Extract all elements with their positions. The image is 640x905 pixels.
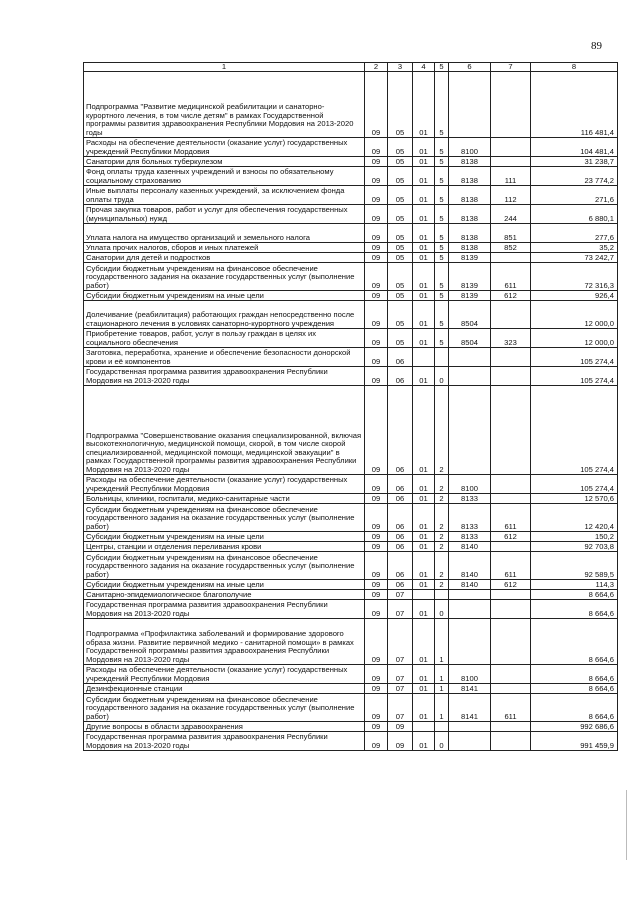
row-description: Уплата налога на имущество организаций и земельного налога — [84, 224, 365, 243]
row-description: Субсидии бюджетным учреждениям на финансовое обеспечение государственного задания на оказание государственных услуг (выполнение работ) — [84, 552, 365, 580]
code-cell-c6: 8140 — [449, 552, 491, 580]
row-description: Санатории для детей и подростков — [84, 253, 365, 263]
table-row — [84, 253, 618, 263]
code-cell-c5: 1 — [435, 684, 449, 694]
table-row — [84, 72, 618, 138]
code-cell-c2: 09 — [365, 494, 388, 504]
row-description: Государственная программа развития здравоохранения Республики Мордовия на 2013-2020 годы — [84, 732, 365, 751]
code-cell-c6: 8133 — [449, 504, 491, 532]
row-description: Заготовка, переработка, хранение и обеспечение безопасности донорской крови и её компонентов — [84, 348, 365, 367]
code-cell-c6: 8138 — [449, 157, 491, 167]
amount-cell: 105 274,4 — [531, 386, 618, 475]
column-header: 5 — [435, 63, 449, 72]
amount-cell: 926,4 — [531, 291, 618, 301]
code-cell-c7: 244 — [491, 205, 531, 224]
code-cell-c5: 0 — [435, 600, 449, 619]
code-cell-c6: 8139 — [449, 263, 491, 291]
code-cell-c5: 1 — [435, 619, 449, 665]
code-cell-c5: 0 — [435, 732, 449, 751]
code-cell-c2: 09 — [365, 138, 388, 157]
row-description: Санитарно-эпидемиологическое благополучие — [84, 590, 365, 600]
code-cell-c6: 8100 — [449, 475, 491, 494]
table-row — [84, 263, 618, 291]
row-description: Субсидии бюджетным учреждениям на иные цели — [84, 291, 365, 301]
code-cell-c4: 01 — [413, 243, 435, 253]
table-row — [84, 694, 618, 722]
code-cell-c5: 5 — [435, 263, 449, 291]
code-cell-c7 — [491, 590, 531, 600]
row-description: Центры, станции и отделения переливания крови — [84, 542, 365, 552]
row-description: Подпрограмма "Совершенствование оказания специализированной, включая высокотехнологичную, медицинской помощи, скорой, в том числе скорой специализированной, медицинской помощи, медицинской эвакуации" в рамках Государственной программы развития здравоохранения Республики Мордовия на 2013-2020 годы — [84, 386, 365, 475]
table-row — [84, 732, 618, 751]
code-cell-c2: 09 — [365, 542, 388, 552]
row-description: Приобретение товаров, работ, услуг в пользу граждан в целях их социального обеспечения — [84, 329, 365, 348]
code-cell-c6 — [449, 386, 491, 475]
code-cell-c2: 09 — [365, 722, 388, 732]
code-cell-c6: 8140 — [449, 580, 491, 590]
code-cell-c5: 2 — [435, 580, 449, 590]
code-cell-c6: 8140 — [449, 542, 491, 552]
code-cell-c4: 01 — [413, 72, 435, 138]
column-header: 6 — [449, 63, 491, 72]
code-cell-c5: 0 — [435, 367, 449, 386]
code-cell-c3: 06 — [388, 348, 413, 367]
code-cell-c2: 09 — [365, 590, 388, 600]
code-cell-c7 — [491, 542, 531, 552]
code-cell-c2: 09 — [365, 532, 388, 542]
table-row — [84, 590, 618, 600]
code-cell-c3: 06 — [388, 494, 413, 504]
code-cell-c6: 8504 — [449, 301, 491, 329]
amount-cell: 116 481,4 — [531, 72, 618, 138]
row-description: Субсидии бюджетным учреждениям на финансовое обеспечение государственного задания на оказание государственных услуг (выполнение работ) — [84, 504, 365, 532]
row-description: Больницы, клиники, госпитали, медико-санитарные части — [84, 494, 365, 504]
code-cell-c2: 09 — [365, 475, 388, 494]
row-description: Подпрограмма "Развитие медицинской реабилитации и санаторно-курортного лечения, в том числе детям" в рамках Государственной программы развития здравоохранения Республики Мордовия на 2013-2020 годы — [84, 72, 365, 138]
code-cell-c6 — [449, 72, 491, 138]
code-cell-c6: 8133 — [449, 532, 491, 542]
code-cell-c3: 05 — [388, 253, 413, 263]
row-description: Дезинфекционные станции — [84, 684, 365, 694]
code-cell-c3: 09 — [388, 732, 413, 751]
code-cell-c5: 2 — [435, 475, 449, 494]
code-cell-c7: 612 — [491, 532, 531, 542]
code-cell-c7 — [491, 600, 531, 619]
amount-cell: 105 274,4 — [531, 475, 618, 494]
code-cell-c7: 112 — [491, 186, 531, 205]
code-cell-c3: 05 — [388, 157, 413, 167]
code-cell-c2: 09 — [365, 386, 388, 475]
code-cell-c5: 5 — [435, 186, 449, 205]
code-cell-c4: 01 — [413, 253, 435, 263]
amount-cell: 992 686,6 — [531, 722, 618, 732]
code-cell-c2: 09 — [365, 157, 388, 167]
row-description: Государственная программа развития здравоохранения Республики Мордовия на 2013-2020 годы — [84, 367, 365, 386]
row-description: Субсидии бюджетным учреждениям на иные цели — [84, 532, 365, 542]
table-row — [84, 301, 618, 329]
code-cell-c6: 8138 — [449, 186, 491, 205]
code-cell-c5: 5 — [435, 157, 449, 167]
code-cell-c6: 8133 — [449, 494, 491, 504]
code-cell-c7: 611 — [491, 694, 531, 722]
table-row — [84, 475, 618, 494]
code-cell-c6 — [449, 722, 491, 732]
code-cell-c7: 612 — [491, 580, 531, 590]
code-cell-c4: 01 — [413, 732, 435, 751]
code-cell-c5: 1 — [435, 694, 449, 722]
code-cell-c3: 05 — [388, 167, 413, 186]
amount-cell: 104 481,4 — [531, 138, 618, 157]
table-row — [84, 186, 618, 205]
column-header: 4 — [413, 63, 435, 72]
header-row — [84, 63, 618, 72]
code-cell-c6: 8504 — [449, 329, 491, 348]
code-cell-c2: 09 — [365, 205, 388, 224]
amount-cell: 8 664,6 — [531, 684, 618, 694]
row-description: Расходы на обеспечение деятельности (оказание услуг) государственных учреждений Республики Мордовия — [84, 475, 365, 494]
table-row — [84, 205, 618, 224]
code-cell-c4: 01 — [413, 329, 435, 348]
row-description: Подпрограмма «Профилактика заболеваний и формирование здорового образа жизни. Развитие первичной медико - санитарной помощи» в рамках Государственной программы развития здравоохранения Республики Мордовия на 2013-2020 годы — [84, 619, 365, 665]
code-cell-c4: 01 — [413, 619, 435, 665]
table-row — [84, 494, 618, 504]
code-cell-c5: 5 — [435, 301, 449, 329]
amount-cell: 150,2 — [531, 532, 618, 542]
code-cell-c4: 01 — [413, 367, 435, 386]
code-cell-c3: 06 — [388, 532, 413, 542]
code-cell-c3: 06 — [388, 367, 413, 386]
code-cell-c6 — [449, 732, 491, 751]
code-cell-c2: 09 — [365, 329, 388, 348]
code-cell-c6: 8100 — [449, 138, 491, 157]
table-row — [84, 665, 618, 684]
amount-cell: 991 459,9 — [531, 732, 618, 751]
code-cell-c3: 06 — [388, 542, 413, 552]
amount-cell: 6 880,1 — [531, 205, 618, 224]
code-cell-c3: 05 — [388, 263, 413, 291]
code-cell-c6 — [449, 619, 491, 665]
row-description: Субсидии бюджетным учреждениям на иные цели — [84, 580, 365, 590]
code-cell-c7 — [491, 494, 531, 504]
code-cell-c6: 8138 — [449, 243, 491, 253]
row-description: Расходы на обеспечение деятельности (оказание услуг) государственных учреждений Республики Мордовия — [84, 665, 365, 684]
code-cell-c2: 09 — [365, 580, 388, 590]
code-cell-c6: 8138 — [449, 224, 491, 243]
code-cell-c7: 611 — [491, 263, 531, 291]
code-cell-c2: 09 — [365, 72, 388, 138]
code-cell-c2: 09 — [365, 619, 388, 665]
table-row — [84, 504, 618, 532]
code-cell-c5: 2 — [435, 552, 449, 580]
code-cell-c4: 01 — [413, 186, 435, 205]
code-cell-c5: 2 — [435, 504, 449, 532]
row-description: Санатории для больных туберкулезом — [84, 157, 365, 167]
code-cell-c4 — [413, 348, 435, 367]
code-cell-c3: 07 — [388, 619, 413, 665]
code-cell-c2: 09 — [365, 263, 388, 291]
table-row — [84, 157, 618, 167]
table-row — [84, 138, 618, 157]
code-cell-c3: 05 — [388, 243, 413, 253]
code-cell-c3: 05 — [388, 329, 413, 348]
budget-table — [83, 62, 618, 751]
page-number: 89 — [591, 40, 602, 52]
column-header: 1 — [84, 63, 365, 72]
code-cell-c4: 01 — [413, 475, 435, 494]
code-cell-c4: 01 — [413, 386, 435, 475]
code-cell-c7 — [491, 684, 531, 694]
row-description: Уплата прочих налогов, сборов и иных платежей — [84, 243, 365, 253]
code-cell-c5: 5 — [435, 72, 449, 138]
code-cell-c3: 05 — [388, 186, 413, 205]
code-cell-c7: 852 — [491, 243, 531, 253]
table-row — [84, 552, 618, 580]
code-cell-c4: 01 — [413, 494, 435, 504]
code-cell-c6: 8141 — [449, 684, 491, 694]
code-cell-c7 — [491, 72, 531, 138]
code-cell-c5: 5 — [435, 291, 449, 301]
code-cell-c3: 05 — [388, 224, 413, 243]
amount-cell: 8 664,6 — [531, 694, 618, 722]
amount-cell: 12 420,4 — [531, 504, 618, 532]
amount-cell: 73 242,7 — [531, 253, 618, 263]
code-cell-c7: 611 — [491, 504, 531, 532]
column-header: 8 — [531, 63, 618, 72]
code-cell-c4: 01 — [413, 580, 435, 590]
code-cell-c6: 8139 — [449, 291, 491, 301]
code-cell-c5: 1 — [435, 665, 449, 684]
code-cell-c4: 01 — [413, 301, 435, 329]
code-cell-c3: 06 — [388, 386, 413, 475]
amount-cell: 105 274,4 — [531, 348, 618, 367]
code-cell-c4: 01 — [413, 291, 435, 301]
code-cell-c7 — [491, 665, 531, 684]
amount-cell: 114,3 — [531, 580, 618, 590]
code-cell-c6: 8138 — [449, 167, 491, 186]
row-description: Другие вопросы в области здравоохранения — [84, 722, 365, 732]
table-row — [84, 619, 618, 665]
code-cell-c4 — [413, 722, 435, 732]
code-cell-c3: 05 — [388, 72, 413, 138]
code-cell-c4: 01 — [413, 665, 435, 684]
code-cell-c3: 07 — [388, 590, 413, 600]
amount-cell: 8 664,6 — [531, 619, 618, 665]
code-cell-c4: 01 — [413, 263, 435, 291]
amount-cell: 35,2 — [531, 243, 618, 253]
code-cell-c5: 2 — [435, 494, 449, 504]
table-row — [84, 722, 618, 732]
code-cell-c5: 2 — [435, 532, 449, 542]
amount-cell: 72 316,3 — [531, 263, 618, 291]
column-header: 2 — [365, 63, 388, 72]
code-cell-c5: 5 — [435, 329, 449, 348]
code-cell-c5 — [435, 348, 449, 367]
code-cell-c3: 05 — [388, 291, 413, 301]
code-cell-c2: 09 — [365, 186, 388, 205]
code-cell-c2: 09 — [365, 348, 388, 367]
code-cell-c7 — [491, 732, 531, 751]
code-cell-c2: 09 — [365, 301, 388, 329]
amount-cell: 8 664,6 — [531, 600, 618, 619]
amount-cell: 8 664,6 — [531, 665, 618, 684]
code-cell-c6: 8139 — [449, 253, 491, 263]
amount-cell: 8 664,6 — [531, 590, 618, 600]
code-cell-c7 — [491, 475, 531, 494]
code-cell-c5 — [435, 722, 449, 732]
code-cell-c5: 5 — [435, 205, 449, 224]
code-cell-c4: 01 — [413, 600, 435, 619]
row-description: Расходы на обеспечение деятельности (оказание услуг) государственных учреждений Республики Мордовия — [84, 138, 365, 157]
amount-cell: 12 000,0 — [531, 329, 618, 348]
code-cell-c6 — [449, 348, 491, 367]
code-cell-c7: 851 — [491, 224, 531, 243]
code-cell-c4: 01 — [413, 542, 435, 552]
code-cell-c3: 05 — [388, 301, 413, 329]
table-row — [84, 243, 618, 253]
code-cell-c7 — [491, 348, 531, 367]
code-cell-c4: 01 — [413, 224, 435, 243]
row-description: Иные выплаты персоналу казенных учреждений, за исключением фонда оплаты труда — [84, 186, 365, 205]
row-description: Субсидии бюджетным учреждениям на финансовое обеспечение государственного задания на оказание государственных услуг (выполнение работ) — [84, 263, 365, 291]
amount-cell: 23 774,2 — [531, 167, 618, 186]
code-cell-c2: 09 — [365, 243, 388, 253]
amount-cell: 92 703,8 — [531, 542, 618, 552]
code-cell-c2: 09 — [365, 694, 388, 722]
table-row — [84, 224, 618, 243]
row-description: Фонд оплаты труда казенных учреждений и взносы по обязательному социальному страхованию — [84, 167, 365, 186]
code-cell-c3: 06 — [388, 504, 413, 532]
code-cell-c2: 09 — [365, 684, 388, 694]
row-description: Прочая закупка товаров, работ и услуг для обеспечения государственных (муниципальных) нужд — [84, 205, 365, 224]
table-body — [84, 63, 618, 751]
code-cell-c2: 09 — [365, 600, 388, 619]
code-cell-c3: 07 — [388, 665, 413, 684]
code-cell-c6: 8138 — [449, 205, 491, 224]
code-cell-c5: 2 — [435, 386, 449, 475]
code-cell-c7 — [491, 386, 531, 475]
code-cell-c3: 06 — [388, 475, 413, 494]
code-cell-c5: 5 — [435, 243, 449, 253]
code-cell-c5: 5 — [435, 253, 449, 263]
code-cell-c3: 06 — [388, 580, 413, 590]
code-cell-c6: 8100 — [449, 665, 491, 684]
code-cell-c2: 09 — [365, 665, 388, 684]
code-cell-c4: 01 — [413, 694, 435, 722]
code-cell-c3: 07 — [388, 694, 413, 722]
code-cell-c6 — [449, 600, 491, 619]
code-cell-c7 — [491, 138, 531, 157]
amount-cell: 12 000,0 — [531, 301, 618, 329]
table-row — [84, 684, 618, 694]
column-header: 7 — [491, 63, 531, 72]
code-cell-c5: 5 — [435, 138, 449, 157]
row-description: Субсидии бюджетным учреждениям на финансовое обеспечение государственного задания на оказание государственных услуг (выполнение работ) — [84, 694, 365, 722]
code-cell-c4 — [413, 590, 435, 600]
code-cell-c7: 323 — [491, 329, 531, 348]
code-cell-c2: 09 — [365, 291, 388, 301]
amount-cell: 271,6 — [531, 186, 618, 205]
code-cell-c4: 01 — [413, 552, 435, 580]
code-cell-c7: 611 — [491, 552, 531, 580]
code-cell-c3: 09 — [388, 722, 413, 732]
code-cell-c3: 06 — [388, 552, 413, 580]
code-cell-c7 — [491, 367, 531, 386]
code-cell-c6 — [449, 367, 491, 386]
amount-cell: 277,6 — [531, 224, 618, 243]
code-cell-c4: 01 — [413, 157, 435, 167]
code-cell-c2: 09 — [365, 167, 388, 186]
code-cell-c3: 05 — [388, 138, 413, 157]
table-row — [84, 167, 618, 186]
code-cell-c5: 5 — [435, 167, 449, 186]
table-row — [84, 367, 618, 386]
table-row — [84, 329, 618, 348]
code-cell-c4: 01 — [413, 167, 435, 186]
code-cell-c6: 8141 — [449, 694, 491, 722]
amount-cell: 105 274,4 — [531, 367, 618, 386]
table-row — [84, 580, 618, 590]
code-cell-c4: 01 — [413, 504, 435, 532]
row-description: Долечивание (реабилитация) работающих граждан непосредственно после стационарного лечения в условиях санаторно-курортного учреждения — [84, 301, 365, 329]
column-header: 3 — [388, 63, 413, 72]
code-cell-c2: 09 — [365, 732, 388, 751]
code-cell-c3: 05 — [388, 205, 413, 224]
code-cell-c2: 09 — [365, 367, 388, 386]
table-row — [84, 542, 618, 552]
table-row — [84, 348, 618, 367]
table-row — [84, 532, 618, 542]
code-cell-c7 — [491, 253, 531, 263]
code-cell-c7 — [491, 301, 531, 329]
code-cell-c5: 5 — [435, 224, 449, 243]
amount-cell: 12 570,6 — [531, 494, 618, 504]
scan-edge-mark — [626, 790, 627, 860]
code-cell-c3: 07 — [388, 600, 413, 619]
code-cell-c5: 2 — [435, 542, 449, 552]
code-cell-c4: 01 — [413, 205, 435, 224]
code-cell-c7: 111 — [491, 167, 531, 186]
code-cell-c2: 09 — [365, 253, 388, 263]
code-cell-c7: 612 — [491, 291, 531, 301]
code-cell-c4: 01 — [413, 532, 435, 542]
code-cell-c4: 01 — [413, 684, 435, 694]
code-cell-c2: 09 — [365, 224, 388, 243]
code-cell-c4: 01 — [413, 138, 435, 157]
row-description: Государственная программа развития здравоохранения Республики Мордовия на 2013-2020 годы — [84, 600, 365, 619]
table-row — [84, 386, 618, 475]
code-cell-c5 — [435, 590, 449, 600]
code-cell-c7 — [491, 157, 531, 167]
amount-cell: 31 238,7 — [531, 157, 618, 167]
code-cell-c2: 09 — [365, 504, 388, 532]
code-cell-c7 — [491, 619, 531, 665]
code-cell-c2: 09 — [365, 552, 388, 580]
table-row — [84, 291, 618, 301]
code-cell-c3: 07 — [388, 684, 413, 694]
amount-cell: 92 589,5 — [531, 552, 618, 580]
table-row — [84, 600, 618, 619]
code-cell-c6 — [449, 590, 491, 600]
code-cell-c7 — [491, 722, 531, 732]
